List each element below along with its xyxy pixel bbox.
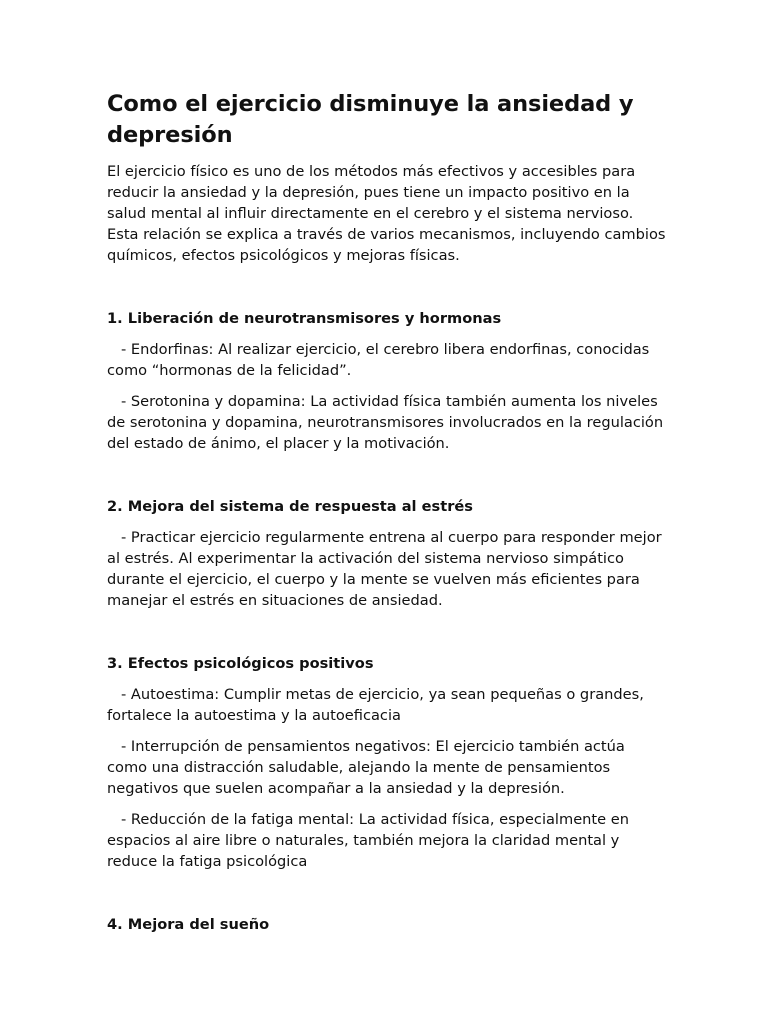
list-item: - Endorfinas: Al realizar ejercicio, el cerebro libera endorfinas, conocidas como “hormonas de la felicidad”.	[107, 341, 650, 379]
section-3	[107, 653, 667, 872]
document-page	[107, 0, 667, 935]
section-4	[107, 914, 667, 935]
section-2	[107, 496, 667, 611]
section-heading: 4. Mejora del sueño	[107, 916, 270, 933]
list-item: - Practicar ejercicio regularmente entrena al cuerpo para responder mejor al estrés. Al experimentar la activación del sistema nervioso simpático durante el ejercicio, el cuerpo y la mente se vuelven más eficientes para manejar el estrés en situaciones de ansiedad.	[107, 529, 662, 609]
document-title: Como el ejercicio disminuye la ansiedad y depresión	[107, 91, 634, 148]
section-heading: 1. Liberación de neurotransmisores y hormonas	[107, 310, 502, 327]
list-item: - Reducción de la fatiga mental: La actividad física, especialmente en espacios al aire libre o naturales, también mejora la claridad mental y reduce la fatiga psicológica	[107, 811, 630, 870]
list-item: - Interrupción de pensamientos negativos: El ejercicio también actúa como una distracción saludable, alejando la mente de pensamientos negativos que suelen acompañar a la ansiedad y la depresión.	[107, 738, 625, 797]
list-item: - Serotonina y dopamina: La actividad física también aumenta los niveles de serotonina y dopamina, neurotransmisores involucrados en la regulación del estado de ánimo, el placer y la motivación.	[107, 393, 664, 452]
section-1	[107, 308, 667, 454]
intro-paragraph: El ejercicio físico es uno de los métodos más efectivos y accesibles para reducir la ansiedad y la depresión, pues tiene un impacto positivo en la salud mental al influir directamente en el cerebro y el sistema nervioso. Esta relación se explica a través de varios mecanismos, incluyendo cambios químicos, efectos psicológicos y mejoras físicas.	[107, 163, 666, 264]
section-heading: 3. Efectos psicológicos positivos	[107, 655, 374, 672]
list-item: - Autoestima: Cumplir metas de ejercicio, ya sean pequeñas o grandes, fortalece la autoestima y la autoeficacia	[107, 686, 644, 724]
section-heading: 2. Mejora del sistema de respuesta al estrés	[107, 498, 473, 515]
